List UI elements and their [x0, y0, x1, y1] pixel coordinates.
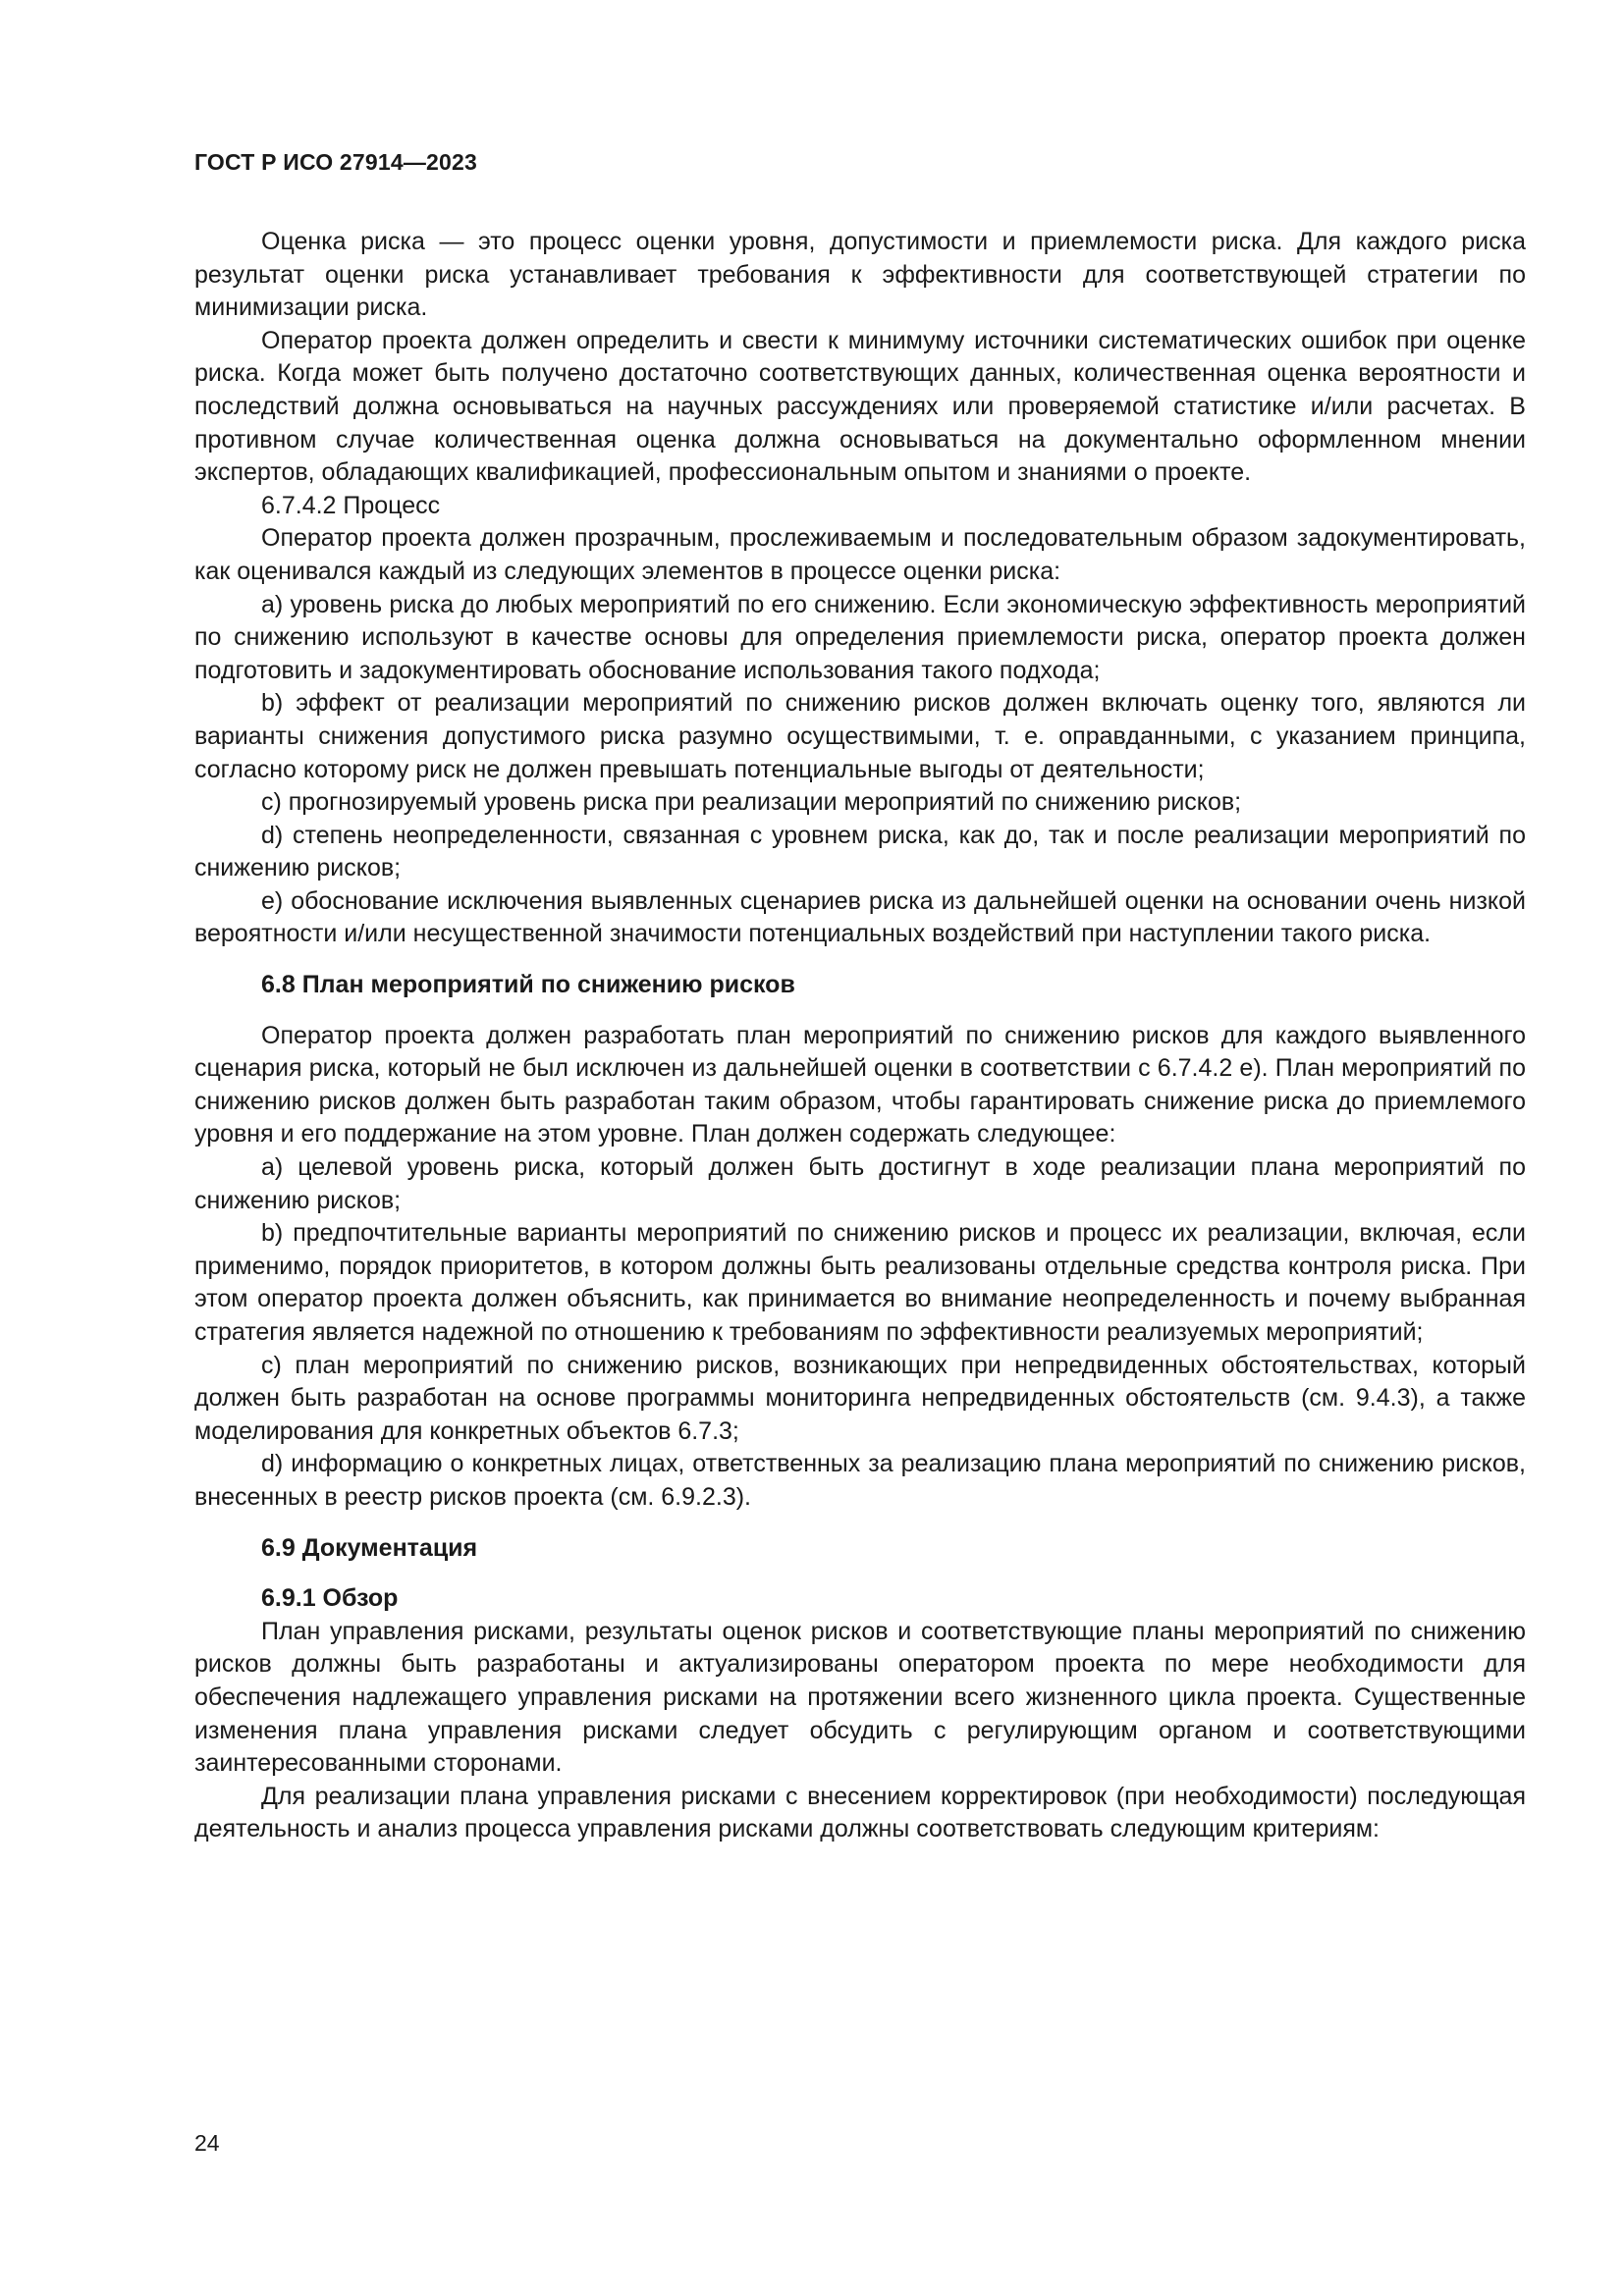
- section-heading-6-8: 6.8 План мероприятий по снижению рисков: [261, 971, 795, 999]
- paragraph-risk-assessment-definition: Оценка риска — это процесс оценки уровня, допустимости и приемлемости риска. Для каждого риска результат оценки риска устанавливает требования к эффективности для соответствующей стратегии по минимизации риска.: [194, 228, 1526, 322]
- page-body: [194, 226, 1526, 1846]
- list-item-c: c) прогнозируемый уровень риска при реализации мероприятий по снижению рисков;: [261, 788, 1242, 817]
- paragraph-documentation-overview: План управления рисками, результаты оценок рисков и соответствующие планы мероприятий по снижению рисков должны быть разработаны и актуализированы оператором проекта по мере необходимости для обеспечения надлежащего управления рисками на протяжении всего жизненного цикла проекта. Существенные изменения плана управления рисками следует обсудить с регулирующим органом и соответствующими заинтересованными сторонами.: [194, 1617, 1526, 1778]
- plan-item-d: d) информацию о конкретных лицах, ответственных за реализацию плана мероприятий по снижению рисков, внесенных в реестр рисков проекта (см. 6.9.2.3).: [194, 1450, 1526, 1511]
- plan-item-a: a) целевой уровень риска, который должен быть достигнут в ходе реализации плана мероприятий по снижению рисков;: [194, 1153, 1526, 1214]
- standard-header: ГОСТ Р ИСО 27914—2023: [194, 149, 478, 175]
- plan-item-b: b) предпочтительные варианты мероприятий по снижению рисков и процесс их реализации, включая, если применимо, порядок приоритетов, в котором должны быть реализованы отдельные средства контроля риска. При этом оператор проекта должен объяснить, как принимается во внимание неопределенность и почему выбранная стратегия является надежной по отношению к требованиям по эффективности реализуемых мероприятий;: [194, 1219, 1526, 1346]
- clause-6-7-4-2-title: 6.7.4.2 Процесс: [261, 491, 441, 519]
- section-heading-6-9: 6.9 Документация: [261, 1533, 478, 1562]
- paragraph-implementation-criteria: Для реализации плана управления рисками с внесением корректировок (при необходимости) последующая деятельность и анализ процесса управления рисками должны соответствовать следующим критериям:: [194, 1782, 1526, 1843]
- paragraph-mitigation-plan: Оператор проекта должен разработать план мероприятий по снижению рисков для каждого выявленного сценария риска, который не был исключен из дальнейшей оценки в соответствии с 6.7.4.2 е). План мероприятий по снижению рисков должен быть разработан таким образом, чтобы гарантировать снижение риска до приемлемого уровня и его поддержание на этом уровне. План должен содержать следующее:: [194, 1021, 1526, 1148]
- paragraph-bias-minimization: Оператор проекта должен определить и свести к минимуму источники систематических ошибок при оценке риска. Когда может быть получено достаточно соответствующих данных, количественная оценка вероятности и последствий должна основываться на научных рассуждениях или проверяемой статистике и/или расчетах. В противном случае количественная оценка должна основываться на документально оформленном мнении экспертов, обладающих квалификацией, профессиональным опытом и знаниями о проекте.: [194, 326, 1526, 487]
- list-item-d: d) степень неопределенности, связанная с уровнем риска, как до, так и после реализации мероприятий по снижению рисков;: [194, 821, 1526, 882]
- subsection-heading-6-9-1: 6.9.1 Обзор: [261, 1584, 399, 1613]
- list-item-b: b) эффект от реализации мероприятий по снижению рисков должен включать оценку того, являются ли варианты снижения допустимого риска разумно осуществимыми, т. е. оправданными, с указанием принципа, согласно которому риск не должен превышать потенциальные выгоды от деятельности;: [194, 689, 1526, 783]
- plan-item-c: c) план мероприятий по снижению рисков, возникающих при непредвиденных обстоятельствах, который должен быть разработан на основе программы мониторинга непредвиденных обстоятельств (см. 9.4.3), а также моделирования для конкретных объектов 6.7.3;: [194, 1351, 1526, 1445]
- list-item-e: e) обоснование исключения выявленных сценариев риска из дальнейшей оценки на основании очень низкой вероятности и/или несущественной значимости потенциальных воздействий при наступлении такого риска.: [194, 886, 1526, 948]
- list-item-a: a) уровень риска до любых мероприятий по его снижению. Если экономическую эффективность мероприятий по снижению используют в качестве основы для определения приемлемости риска, оператор проекта должен подготовить и задокументировать обоснование использования такого подхода;: [194, 590, 1526, 684]
- page-number: 24: [194, 2130, 220, 2156]
- paragraph-process-intro: Оператор проекта должен прозрачным, прослеживаемым и последовательным образом задокументировать, как оценивался каждый из следующих элементов в процессе оценки риска:: [194, 524, 1526, 585]
